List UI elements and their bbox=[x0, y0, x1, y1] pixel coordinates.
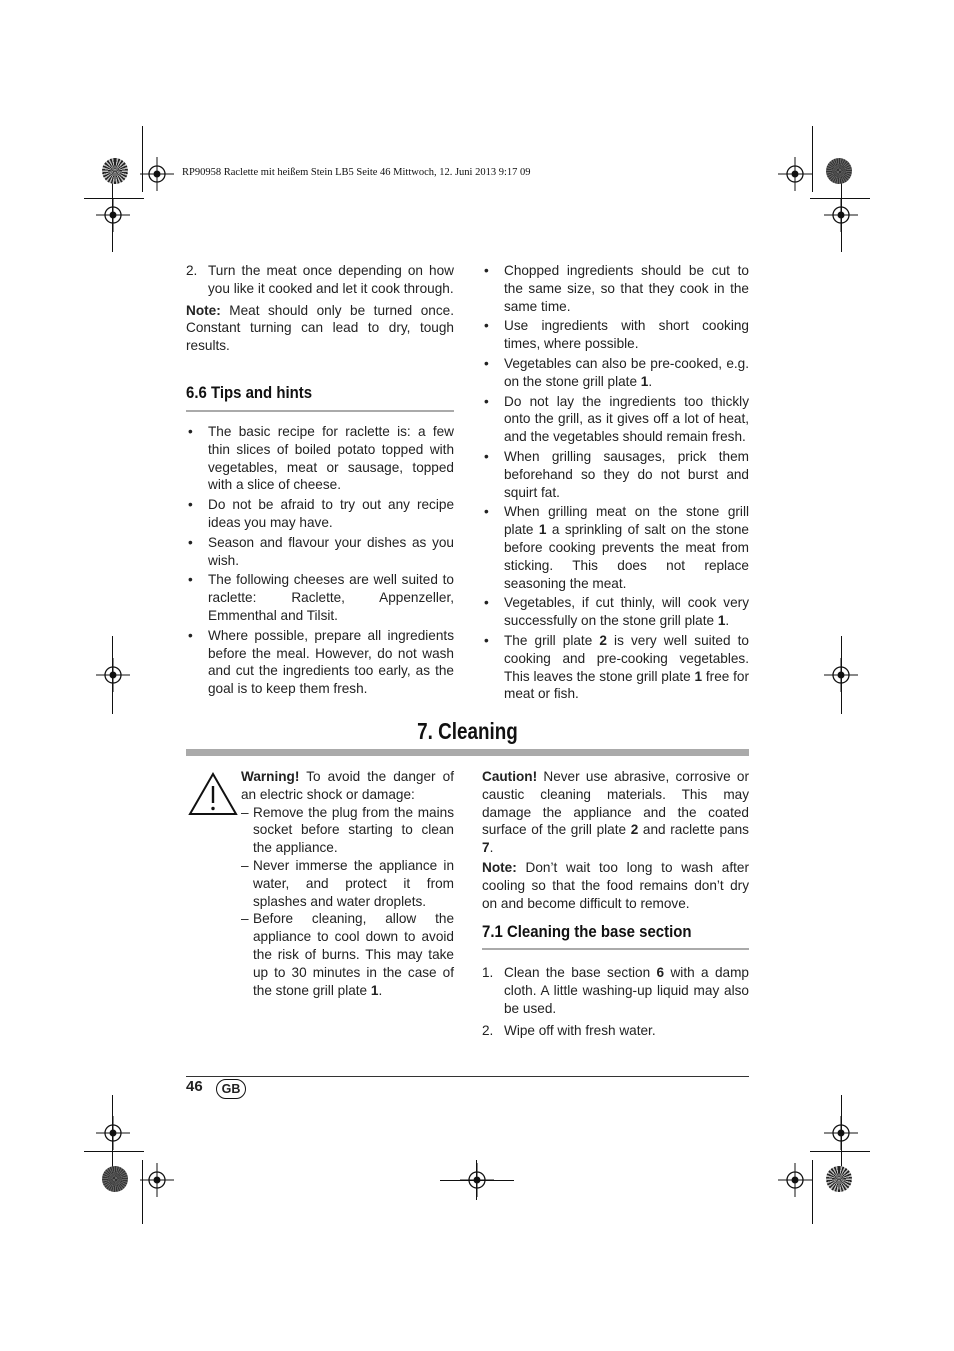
registration-mark-left-lower bbox=[96, 1116, 130, 1150]
crop-line bbox=[841, 636, 842, 714]
caution-block bbox=[482, 768, 749, 912]
registration-mark-top-right bbox=[778, 157, 812, 191]
left-column-top bbox=[186, 262, 454, 355]
list-item: • When grilling sausages, prick them beforehand so they do not burst and squirt fat. bbox=[482, 448, 749, 501]
section-title-rule bbox=[186, 749, 749, 756]
base-steps bbox=[482, 964, 749, 1040]
crop-line bbox=[812, 1160, 813, 1224]
list-item: • Vegetables can also be pre-cooked, e.g. on the stone grill plate 1. bbox=[482, 355, 749, 391]
base-heading-rule bbox=[482, 948, 749, 950]
crop-line bbox=[142, 1160, 143, 1224]
list-item: • The basic recipe for raclette is: a few thin slices of boiled potato topped with vegetables, meat or sausage, topped with a slice of cheese. bbox=[186, 423, 454, 494]
list-item: – Never immerse the appliance in water, and protect it from splashes and water droplets. bbox=[241, 857, 454, 910]
crop-line bbox=[810, 1151, 870, 1152]
crop-line bbox=[112, 636, 113, 714]
list-item: • The grill plate 2 is very well suited to cooking and pre-cooking vegetables. This leaves the stone grill plate 1 free for meat or fish. bbox=[482, 632, 749, 703]
base-steps-container bbox=[482, 964, 749, 1040]
list-item: • Use ingredients with short cooking times, where possible. bbox=[482, 317, 749, 353]
crop-line bbox=[84, 1151, 144, 1152]
crop-line bbox=[841, 1095, 842, 1170]
method-steps bbox=[186, 262, 454, 298]
crop-line bbox=[841, 182, 842, 252]
color-calibration-circle bbox=[102, 158, 128, 184]
crop-line bbox=[142, 126, 143, 192]
footer-rule bbox=[186, 1076, 749, 1077]
language-badge: GB bbox=[216, 1079, 246, 1099]
tips-heading-rule bbox=[186, 410, 454, 412]
note-paragraph: Note: Don’t wait too long to wash after cooling so that the food remains don’t dry on and become difficult to remove. bbox=[482, 859, 749, 911]
registration-mark-left-upper bbox=[96, 198, 130, 232]
list-item: • Season and flavour your dishes as you wish. bbox=[186, 534, 454, 570]
list-item: • When grilling meat on the stone grill plate 1 a sprinkling of salt on the stone before cooking prevents the meat from sticking. This does not replace seasoning the meat. bbox=[482, 503, 749, 592]
warning-paragraph: Warning! To avoid the danger of an electric shock or damage: bbox=[241, 769, 454, 802]
base-section-heading: 7.1 Cleaning the base section bbox=[482, 922, 692, 941]
print-header: RP90958 Raclette mit heißem Stein LB5 Seite 46 Mittwoch, 12. Juni 2013 9:17 09 bbox=[182, 167, 531, 178]
caution-paragraph: Caution! Never use abrasive, corrosive or caustic cleaning materials. This may damage the appliance and the coated surface of the grill plate 2 and raclette pans 7. bbox=[482, 769, 749, 856]
crop-line bbox=[84, 198, 144, 199]
warning-block bbox=[241, 768, 454, 999]
list-item: 2. Turn the meat once depending on how you like it cooked and let it cook through. bbox=[186, 263, 454, 296]
registration-mark-bottom-right bbox=[778, 1163, 812, 1197]
crop-line bbox=[112, 1095, 113, 1170]
warning-triangle-icon bbox=[188, 772, 238, 819]
right-column-top bbox=[482, 262, 749, 705]
list-item: 1. Clean the base section 6 with a damp cloth. A little washing-up liquid may also be used. bbox=[482, 965, 749, 1016]
list-item: – Remove the plug from the mains socket before starting to clean the appliance. bbox=[241, 804, 454, 857]
crop-line bbox=[812, 126, 813, 192]
tips-list bbox=[186, 423, 454, 698]
list-item: • Where possible, prepare all ingredients before the meal. However, do not wash and cut the ingredients too early, as the goal is to keep them fresh. bbox=[186, 627, 454, 698]
warning-list bbox=[241, 804, 454, 1000]
crop-line bbox=[112, 182, 113, 252]
tips-list-continued bbox=[482, 262, 749, 703]
section-title: 7. Cleaning bbox=[417, 718, 518, 744]
tips-list-container bbox=[186, 423, 454, 700]
list-item: • Chopped ingredients should be cut to the same size, so that they cook in the same time. bbox=[482, 262, 749, 315]
list-item: 2. Wipe off with fresh water. bbox=[482, 1023, 656, 1039]
list-item: – Before cleaning, allow the appliance to cool down to avoid the risk of burns. This may take up to 30 minutes in the case of the stone grill plate 1. bbox=[241, 910, 454, 999]
list-item: • Vegetables, if cut thinly, will cook very successfully on the stone grill plate 1. bbox=[482, 594, 749, 630]
crop-line bbox=[440, 1180, 514, 1181]
list-item: • Do not lay the ingredients too thickly onto the grill, as it gives off a lot of heat, and the vegetables should remain fresh. bbox=[482, 393, 749, 446]
page-number: 46 bbox=[186, 1078, 203, 1095]
note-paragraph: Note: Meat should only be turned once. Constant turning can lead to dry, tough results. bbox=[186, 302, 454, 354]
crop-line bbox=[810, 198, 870, 199]
tips-heading: 6.6 Tips and hints bbox=[186, 383, 313, 402]
color-calibration-circle bbox=[826, 1166, 852, 1192]
registration-mark-bottom-left bbox=[140, 1163, 174, 1197]
registration-mark-top-left bbox=[140, 157, 174, 191]
color-calibration-circle bbox=[826, 158, 852, 184]
list-item: • Do not be afraid to try out any recipe ideas you may have. bbox=[186, 496, 454, 532]
list-item: • The following cheeses are well suited to raclette: Raclette, Appenzeller, Emmenthal and Tilsit. bbox=[186, 571, 454, 624]
registration-mark-left-middle bbox=[96, 658, 130, 692]
color-calibration-circle bbox=[102, 1166, 128, 1192]
